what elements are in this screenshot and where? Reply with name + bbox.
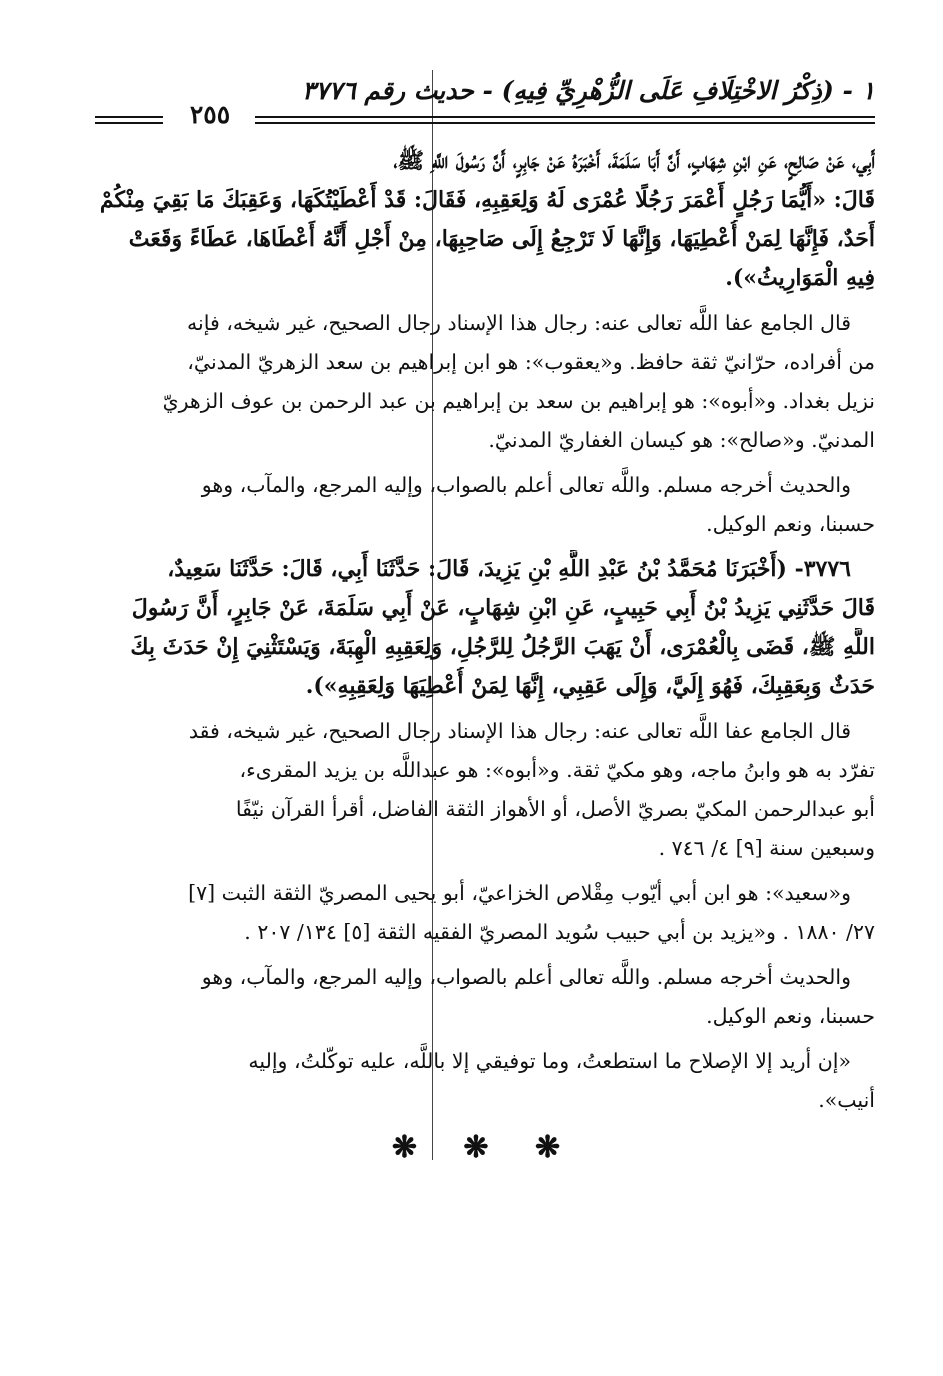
text-line: تفرّد به هو وابنُ ماجه، وهو مكيّ ثقة. و«أبوه»: هو عبداللَّه بن يزيد المقرىء، <box>239 758 875 782</box>
text-line: من أفراده، حرّانيّ ثقة حافظ. و«يعقوب»: هو ابن إبراهيم بن سعد الزهريّ المدنيّ، <box>187 350 875 374</box>
text-line: حسبنا، ونعم الوكيل. <box>706 512 875 536</box>
hadith-text <box>95 142 875 298</box>
page-number-rule <box>95 122 163 124</box>
commentary-paragraph <box>95 304 875 460</box>
section-separator: ❋ ❋ ❋ <box>391 1130 579 1165</box>
text-line: «إن أريد إلا الإصلاح ما استطعتُ، وما توفيقي إلا باللَّه، عليه توكّلتُ، وإليه <box>248 1049 851 1073</box>
page-number-rule <box>95 116 163 118</box>
header-rule <box>255 122 875 124</box>
text-line: أَبِي، عَنْ صَالِحٍ، عَنِ ابْنِ شِهَابٍ، أَنَّ أَبَا سَلَمَةَ، أَخْبَرَهُ عَنْ جَابِرٍ، أَنَّ رَسُولَ اللَّهِ ﷺ، <box>393 148 875 174</box>
text-line: حَدَثٌ وَبِعَقِبِكَ، فَهُوَ إِلَيَّ، وَإِلَى عَقِبِي، إِنَّهَا لِمَنْ أُعْطِيَهَا وَلِعَقِبِهِ»). <box>305 673 875 699</box>
text-line: ٢٧/ ١٨٨٠ . و«يزيد بن أبي حبيب سُويد المصريّ الفقيه الثقة [٥] ١٣٤/ ٢٠٧ . <box>244 920 875 944</box>
text-line: اللَّهِ ﷺ، قَضَى بِالْعُمْرَى، أَنْ يَهَبَ الرَّجُلُ لِلرَّجُلِ، وَلِعَقِبِهِ الْهِبَةَ، وَيَسْتَثْنِيَ إِنْ حَدَثَ بِكَ <box>130 634 875 660</box>
text-line: أنيب». <box>818 1088 875 1112</box>
hadith-text <box>95 550 875 706</box>
header-rule <box>255 116 875 118</box>
text-line: وسبعين سنة [٩] ٤/ ٧٤٦ . <box>658 836 875 860</box>
text-line: قال الجامع عفا اللَّه تعالى عنه: رجال هذا الإسناد رجال الصحيح، غير شيخه، فإنه <box>187 311 851 335</box>
text-line: والحديث أخرجه مسلم. واللَّه تعالى أعلم بالصواب، وإليه المرجع، والمآب، وهو <box>201 965 851 989</box>
running-title: ١ - (ذِكْرُ الاخْتِلَافِ عَلَى الزُّهْرِيِّ فِيهِ) - حديث رقم ٣٧٧٦ <box>301 76 875 105</box>
page-header <box>95 72 875 132</box>
commentary-paragraph <box>95 1042 875 1120</box>
text-line: والحديث أخرجه مسلم. واللَّه تعالى أعلم بالصواب، وإليه المرجع، والمآب، وهو <box>201 473 851 497</box>
text-line: أَحَدٌ، فَإِنَّهَا لِمَنْ أُعْطِيَهَا، وَإِنَّهَا لَا تَرْجِعُ إِلَى صَاحِبِهَا، مِنْ أَجْلِ أَنَّهُ أَعْطَاهَا، عَطَاءً وَقَعَتْ <box>128 226 875 252</box>
page-body <box>95 142 875 1165</box>
commentary-paragraph <box>95 958 875 1036</box>
text-line: ٣٧٧٦- (أَخْبَرَنَا مُحَمَّدُ بْنُ عَبْدِ اللَّهِ بْنِ يَزِيدَ، قَالَ: حَدَّثَنَا أَبِي، قَالَ: حَدَّثَنَا سَعِيدٌ، <box>167 556 851 582</box>
commentary-paragraph <box>95 466 875 544</box>
commentary-paragraph <box>95 874 875 952</box>
page-number: ٢٥٥ <box>189 100 231 129</box>
text-line: قال الجامع عفا اللَّه تعالى عنه: رجال هذا الإسناد رجال الصحيح، غير شيخه، فقد <box>188 719 851 743</box>
commentary-paragraph <box>95 712 875 868</box>
text-line: نزيل بغداد. و«أبوه»: هو إبراهيم بن سعد بن إبراهيم بن عبد الرحمن بن عوف الزهريّ <box>162 389 875 413</box>
text-line: و«سعيد»: هو ابن أبي أيّوب مِقْلاص الخزاعيّ، أبو يحيى المصريّ الثقة الثبت [٧] <box>188 881 851 905</box>
text-line: قَالَ: «أَيُّمَا رَجُلٍ أَعْمَرَ رَجُلًا عُمْرَى لَهُ وَلِعَقِبِهِ، فَقَالَ: قَدْ أَعْطَيْتُكَهَا، وَعَقِبَكَ مَا بَقِيَ مِنْكُمْ <box>99 187 875 213</box>
text-line: قَالَ حَدَّثَنِي يَزِيدُ بْنُ أَبِي حَبِيبٍ، عَنِ ابْنِ شِهَابٍ، عَنْ أَبِي سَلَمَةَ، عَنْ جَابِرٍ، أَنَّ رَسُولَ <box>131 595 875 621</box>
text-line: المدنيّ. و«صالح»: هو كيسان الغفاريّ المدنيّ. <box>488 428 875 452</box>
text-line: فِيهِ الْمَوَارِيثُ»). <box>725 265 875 291</box>
text-line: حسبنا، ونعم الوكيل. <box>706 1004 875 1028</box>
text-line: أبو عبدالرحمن المكيّ بصريّ الأصل، أو الأهواز الثقة الفاضل، أقرأ القرآن نيّفًا <box>235 797 875 821</box>
